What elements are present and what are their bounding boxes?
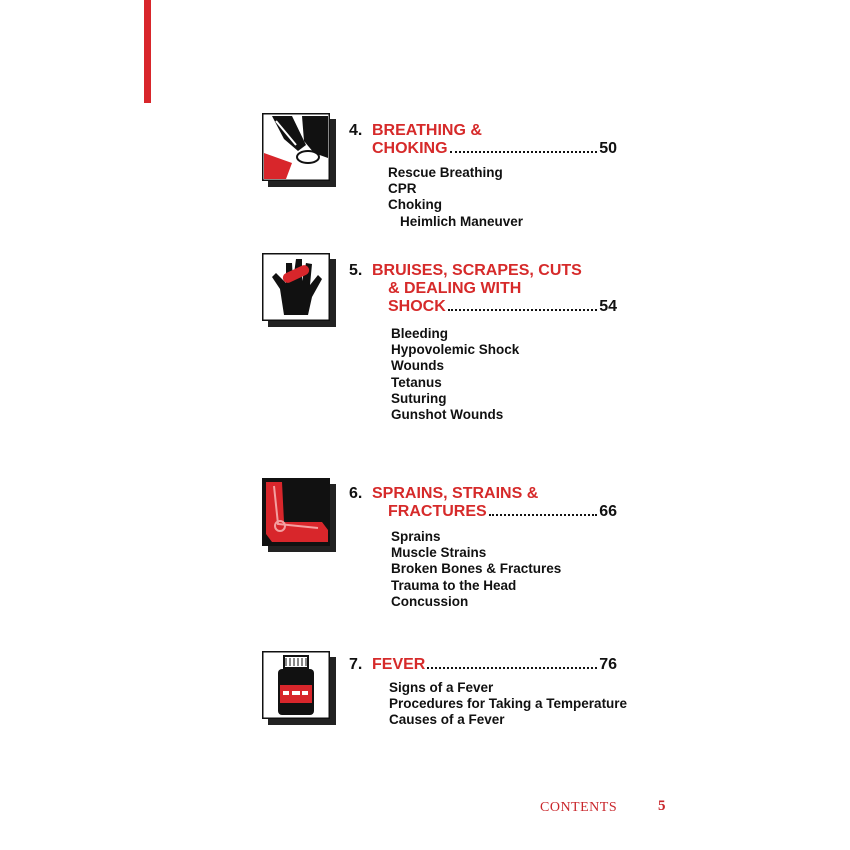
toc-item[interactable]: Bleeding	[391, 326, 449, 341]
leader-dots	[427, 667, 597, 669]
toc-item[interactable]: Signs of a Fever	[389, 680, 494, 695]
section-number: 4.	[349, 122, 363, 139]
footer-section-label: CONTENTS	[540, 800, 618, 815]
section-page-number: 50	[599, 140, 617, 157]
section-items	[391, 326, 519, 423]
toc-item[interactable]: Trauma to the Head	[391, 577, 517, 593]
leader-dots	[450, 151, 598, 153]
toc-item[interactable]: Broken Bones & Fractures	[391, 561, 562, 577]
footer-page-number: 5	[658, 798, 666, 814]
section-items	[391, 529, 561, 610]
section-page-number: 54	[599, 298, 617, 315]
toc-item[interactable]: Tetanus	[391, 374, 442, 390]
section-heading[interactable]	[372, 656, 617, 674]
section-title-line: SPRAINS, STRAINS &	[372, 485, 539, 502]
toc-item[interactable]: Suturing	[391, 390, 447, 406]
section-title-line: CHOKING	[372, 140, 448, 157]
section-title-line: SHOCK	[388, 298, 446, 315]
bandaged-hand-icon	[262, 253, 330, 321]
section-items	[388, 165, 523, 230]
leader-dots	[489, 514, 598, 516]
toc-item[interactable]: Wounds	[391, 358, 444, 374]
section-title-line: FEVER	[372, 656, 426, 673]
section-page-number: 66	[599, 503, 617, 520]
toc-item[interactable]: Gunshot Wounds	[391, 407, 504, 423]
medicine-bottle-icon	[262, 651, 330, 719]
toc-item[interactable]: Causes of a Fever	[389, 712, 505, 728]
toc-subitem[interactable]: Heimlich Maneuver	[400, 213, 524, 229]
section-heading[interactable]	[372, 485, 617, 521]
decorative-red-bar	[144, 0, 151, 103]
leg-bone-icon	[262, 478, 330, 546]
toc-item[interactable]: Sprains	[391, 529, 441, 544]
section-heading[interactable]	[372, 262, 617, 316]
section-title-line: & DEALING WITH	[388, 280, 522, 297]
section-heading[interactable]	[372, 122, 617, 158]
section-title-line: BRUISES, SCRAPES, CUTS	[372, 262, 582, 279]
toc-item[interactable]: Hypovolemic Shock	[391, 342, 520, 358]
toc-item[interactable]: Muscle Strains	[391, 545, 487, 561]
toc-item[interactable]: Procedures for Taking a Temperature	[389, 696, 628, 712]
section-number: 6.	[349, 485, 363, 502]
section-number: 7.	[349, 656, 363, 673]
section-number: 5.	[349, 262, 363, 279]
leader-dots	[448, 309, 597, 311]
toc-item[interactable]: Choking	[388, 197, 442, 213]
toc-item[interactable]: Concussion	[391, 593, 469, 609]
hands-cpr-icon	[262, 113, 330, 181]
toc-item[interactable]: Rescue Breathing	[388, 165, 503, 180]
section-title-line: FRACTURES	[388, 503, 487, 520]
section-page-number: 76	[599, 656, 617, 673]
toc-item[interactable]: CPR	[388, 181, 417, 197]
section-items	[389, 680, 627, 729]
section-title-line: BREATHING &	[372, 122, 482, 139]
